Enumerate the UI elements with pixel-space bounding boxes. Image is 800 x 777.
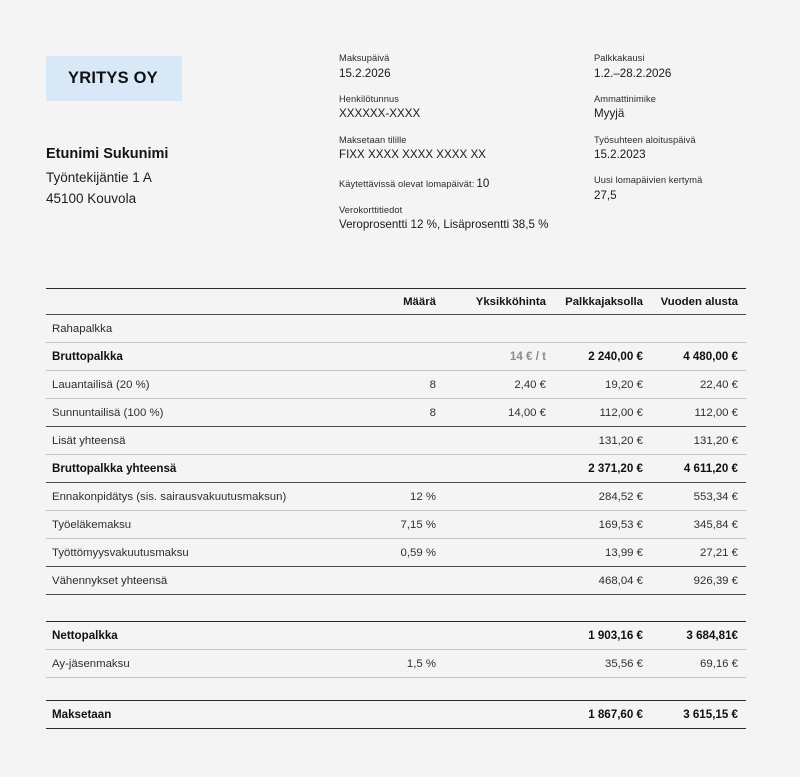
employee-address-line-1: Työntekijäntie 1 A — [46, 170, 152, 186]
row-ytd-amount: 4 480,00 € — [683, 350, 738, 363]
row-ytd-amount: 131,20 € — [693, 434, 738, 447]
table-row — [46, 622, 746, 649]
row-ytd-amount: 3 684,81€ — [686, 629, 738, 642]
table-row-spacer — [46, 678, 746, 700]
row-period-amount: 35,56 € — [604, 657, 643, 670]
meta-right-label: Ammattinimike — [594, 93, 656, 104]
row-ytd-amount: 69,16 € — [699, 657, 738, 670]
table-row — [46, 455, 746, 482]
meta-mid-label: Verokorttitiedot — [339, 204, 403, 215]
row-label: Rahapalkka — [52, 322, 113, 335]
column-header-4: Vuoden alusta — [660, 295, 738, 308]
meta-mid-label: Henkilötunnus — [339, 93, 399, 104]
meta-right-group-3 — [594, 174, 794, 204]
row-ytd-amount: 345,84 € — [693, 518, 738, 531]
meta-right-value: 27,5 — [594, 188, 617, 202]
meta-mid-label: Maksetaan tilille — [339, 134, 407, 145]
meta-mid-group-0 — [339, 52, 589, 82]
row-period-amount: 13,99 € — [604, 546, 643, 559]
row-unit-price: 14,00 € — [507, 406, 546, 419]
row-label: Työttömyysvakuutusmaksu — [52, 546, 189, 559]
row-label: Vähennykset yhteensä — [52, 574, 168, 587]
meta-mid-group-1 — [339, 93, 589, 123]
company-logo-text: YRITYS OY — [68, 69, 158, 87]
employee-address-line-2: 45100 Kouvola — [46, 190, 137, 206]
meta-mid-value: 15.2.2026 — [339, 66, 391, 80]
row-label: Maksetaan — [52, 708, 112, 721]
row-label: Työeläkemaksu — [52, 518, 132, 531]
column-header-1: Määrä — [403, 295, 436, 308]
row-period-amount: 131,20 € — [598, 434, 643, 447]
row-period-amount: 284,52 € — [598, 490, 643, 503]
row-unit-price: 2,40 € — [514, 378, 546, 391]
meta-right-group-2 — [594, 134, 794, 164]
table-row — [46, 511, 746, 538]
row-label: Nettopalkka — [52, 629, 118, 642]
row-label: Bruttopalkka yhteensä — [52, 462, 177, 475]
row-label: Ennakonpidätys (sis. sairausvakuutusmaksun) — [52, 490, 287, 503]
row-quantity: 7,15 % — [400, 518, 436, 531]
row-ytd-amount: 553,34 € — [693, 490, 738, 503]
meta-right-group-0 — [594, 52, 794, 82]
row-ytd-amount: 3 615,15 € — [683, 708, 738, 721]
table-row — [46, 483, 746, 510]
employee-name: Etunimi Sukunimi — [46, 146, 169, 162]
row-ytd-amount: 4 611,20 € — [683, 462, 738, 475]
meta-mid-label: Maksupäivä — [339, 53, 390, 63]
row-period-amount: 2 371,20 € — [588, 462, 643, 475]
table-row — [46, 650, 746, 677]
employee-address-block — [46, 144, 316, 210]
payslip-header — [0, 0, 800, 260]
meta-right-value: Myyjä — [594, 107, 625, 121]
row-ytd-amount: 27,21 € — [699, 546, 738, 559]
row-period-amount: 19,20 € — [604, 378, 643, 391]
row-label: Lauantailisä (20 %) — [52, 378, 150, 391]
meta-mid-group-3 — [339, 174, 589, 192]
table-row — [46, 343, 746, 370]
row-quantity: 1,5 % — [406, 657, 436, 670]
meta-mid-value: 10 — [476, 177, 490, 191]
table-bottom-rule — [46, 728, 746, 729]
table-row — [46, 315, 746, 342]
payslip-table — [46, 288, 746, 729]
meta-right-label: Työsuhteen aloituspäivä — [594, 134, 696, 145]
company-logo — [46, 56, 182, 101]
row-quantity: 12 % — [410, 490, 436, 503]
row-label: Ay-jäsenmaksu — [52, 657, 130, 670]
meta-right-value: 15.2.2023 — [594, 148, 646, 162]
table-row — [46, 371, 746, 398]
meta-right-label: Palkkakausi — [594, 53, 645, 63]
meta-mid-group-4 — [339, 204, 589, 234]
row-unit-price: 14 € / t — [509, 350, 546, 363]
payslip-meta-right-column — [594, 52, 794, 204]
table-row — [46, 701, 746, 728]
row-period-amount: 112,00 € — [599, 406, 643, 419]
row-label: Sunnuntailisä (100 %) — [52, 406, 164, 419]
column-header-2: Yksikköhinta — [475, 295, 546, 308]
row-period-amount: 169,53 € — [598, 518, 643, 531]
table-header-row — [46, 289, 746, 314]
meta-mid-value: XXXXXX-XXXX — [339, 107, 421, 121]
row-quantity: 0,59 % — [400, 546, 436, 559]
column-header-3: Palkkajaksolla — [565, 295, 643, 308]
table-row — [46, 567, 746, 594]
row-ytd-amount: 22,40 € — [699, 378, 738, 391]
payslip-meta-middle-column — [339, 52, 589, 233]
row-period-amount: 2 240,00 € — [588, 350, 643, 363]
row-quantity: 8 — [429, 378, 436, 391]
table-row — [46, 539, 746, 566]
meta-mid-label: Käytettävissä olevat lomapäivät: — [339, 179, 475, 190]
row-label: Bruttopalkka — [52, 350, 123, 363]
meta-mid-value: FIXX XXXX XXXX XXXX XX — [339, 148, 486, 162]
meta-mid-value: Veroprosentti 12 %, Lisäprosentti 38,5 % — [339, 218, 549, 232]
section-gap — [46, 595, 746, 621]
row-period-amount: 1 903,16 € — [588, 629, 643, 642]
meta-right-label: Uusi lomapäivien kertymä — [594, 175, 703, 186]
row-ytd-amount: 926,39 € — [693, 574, 738, 587]
meta-mid-group-2 — [339, 134, 589, 164]
meta-right-group-1 — [594, 93, 794, 123]
table-row — [46, 399, 746, 426]
table-row — [46, 427, 746, 454]
row-label: Lisät yhteensä — [52, 434, 126, 447]
row-period-amount: 1 867,60 € — [588, 708, 643, 721]
row-ytd-amount: 112,00 € — [694, 406, 738, 419]
row-period-amount: 468,04 € — [598, 574, 643, 587]
row-quantity: 8 — [429, 406, 436, 419]
meta-right-value: 1.2.–28.2.2026 — [594, 66, 672, 80]
